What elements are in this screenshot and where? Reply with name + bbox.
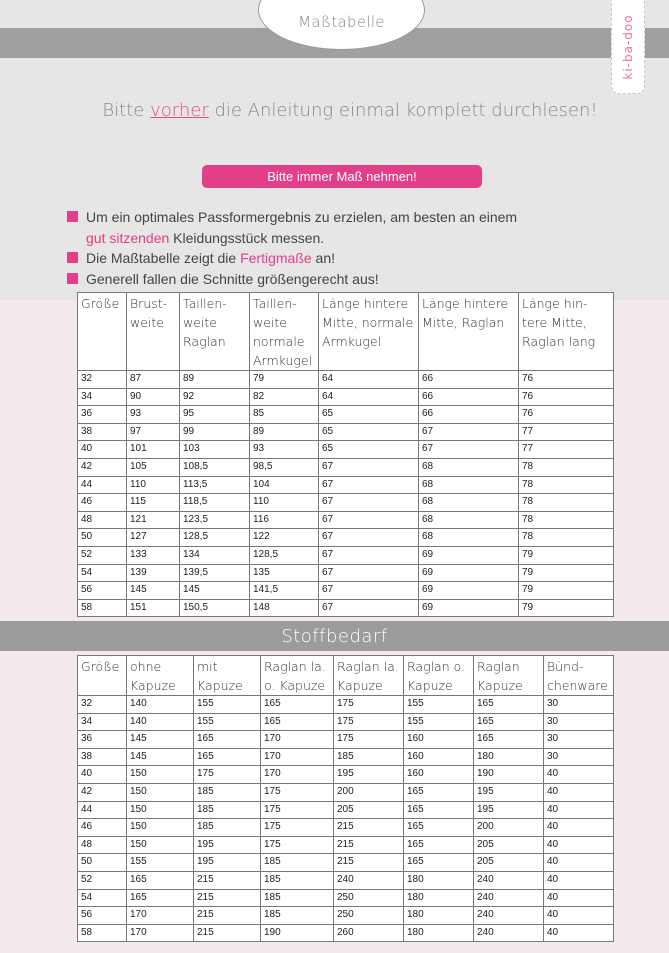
table-cell: 76	[519, 388, 614, 406]
measurement-body	[78, 371, 614, 617]
table-cell: 116	[250, 511, 319, 529]
table-cell: 240	[474, 924, 544, 942]
table-cell: 185	[334, 748, 404, 766]
table-cell: 165	[404, 854, 474, 872]
table-cell: 40	[544, 871, 614, 889]
measurement-table	[77, 292, 614, 617]
table-row	[78, 854, 614, 872]
table-cell: 215	[194, 924, 261, 942]
table-cell: 215	[194, 907, 261, 925]
table-cell: 195	[474, 801, 544, 819]
table-row	[78, 871, 614, 889]
table-cell: 67	[319, 458, 419, 476]
table-cell: 215	[194, 871, 261, 889]
table-cell: 165	[474, 731, 544, 749]
table-cell: 40	[78, 441, 127, 459]
table-cell: 215	[334, 836, 404, 854]
table-cell: 30	[544, 748, 614, 766]
table-cell: 68	[419, 494, 519, 512]
fabric-header-row	[78, 656, 614, 696]
table-cell: 260	[334, 924, 404, 942]
table-cell: 195	[194, 836, 261, 854]
column-header: ohne Kapuze	[127, 656, 194, 696]
table-cell: 85	[250, 406, 319, 424]
table-cell: 48	[78, 511, 127, 529]
table-cell: 170	[127, 924, 194, 942]
table-cell: 40	[544, 766, 614, 784]
table-cell: 40	[544, 836, 614, 854]
table-cell: 69	[419, 599, 519, 617]
table-row	[78, 766, 614, 784]
table-cell: 148	[250, 599, 319, 617]
table-cell: 98,5	[250, 458, 319, 476]
table-cell: 95	[180, 406, 250, 424]
table-cell: 68	[419, 529, 519, 547]
table-cell: 77	[519, 441, 614, 459]
table-cell: 42	[78, 783, 127, 801]
table-cell: 215	[334, 819, 404, 837]
table-row	[78, 582, 614, 600]
table-cell: 155	[194, 713, 261, 731]
table-cell: 82	[250, 388, 319, 406]
section-title: Stoffbedarf	[281, 625, 388, 647]
column-header: mit Kapuze	[194, 656, 261, 696]
table-cell: 40	[544, 889, 614, 907]
table-cell: 67	[319, 546, 419, 564]
bullet-item	[67, 248, 627, 269]
table-row	[78, 599, 614, 617]
table-cell: 165	[194, 748, 261, 766]
table-cell: 141,5	[250, 582, 319, 600]
table-cell: 110	[250, 494, 319, 512]
table-cell: 121	[127, 511, 180, 529]
table-cell: 90	[127, 388, 180, 406]
table-cell: 36	[78, 406, 127, 424]
table-row	[78, 713, 614, 731]
table-cell: 205	[474, 836, 544, 854]
table-cell: 68	[419, 458, 519, 476]
table-cell: 205	[334, 801, 404, 819]
measure-hint-label: Bitte immer Maß nehmen!	[267, 169, 417, 184]
table-cell: 190	[261, 924, 334, 942]
table-cell: 165	[261, 696, 334, 714]
table-cell: 170	[261, 766, 334, 784]
table-cell: 69	[419, 582, 519, 600]
table-cell: 97	[127, 423, 180, 441]
table-cell: 34	[78, 713, 127, 731]
brand-tag	[611, 0, 645, 94]
table-cell: 30	[544, 696, 614, 714]
table-cell: 250	[334, 889, 404, 907]
table-cell: 195	[194, 854, 261, 872]
table-cell: 56	[78, 582, 127, 600]
table-cell: 175	[261, 801, 334, 819]
table-cell: 133	[127, 546, 180, 564]
table-row	[78, 783, 614, 801]
table-cell: 145	[180, 582, 250, 600]
table-cell: 93	[250, 441, 319, 459]
table-cell: 68	[419, 511, 519, 529]
table-cell: 190	[474, 766, 544, 784]
table-cell: 105	[127, 458, 180, 476]
table-cell: 155	[404, 696, 474, 714]
table-cell: 123,5	[180, 511, 250, 529]
section-band	[0, 621, 669, 651]
table-cell: 32	[78, 371, 127, 389]
table-cell: 67	[419, 441, 519, 459]
table-cell: 160	[404, 748, 474, 766]
table-cell: 67	[319, 529, 419, 547]
table-cell: 79	[519, 599, 614, 617]
column-header: Brust-weite	[127, 293, 180, 371]
table-cell: 32	[78, 696, 127, 714]
headline	[0, 100, 669, 121]
table-cell: 77	[519, 423, 614, 441]
table-cell: 42	[78, 458, 127, 476]
table-cell: 185	[194, 819, 261, 837]
table-cell: 79	[519, 546, 614, 564]
table-cell: 200	[474, 819, 544, 837]
table-cell: 200	[334, 783, 404, 801]
table-row	[78, 511, 614, 529]
table-cell: 38	[78, 423, 127, 441]
table-cell: 128,5	[250, 546, 319, 564]
table-row	[78, 924, 614, 942]
table-cell: 175	[334, 713, 404, 731]
table-cell: 79	[519, 582, 614, 600]
table-cell: 185	[261, 854, 334, 872]
table-cell: 48	[78, 836, 127, 854]
table-cell: 165	[404, 783, 474, 801]
table-cell: 240	[474, 889, 544, 907]
table-cell: 54	[78, 889, 127, 907]
bullet-text: an!	[311, 250, 336, 266]
table-cell: 118,5	[180, 494, 250, 512]
fabric-table	[77, 655, 614, 942]
column-header: Raglan la. o. Kapuze	[261, 656, 334, 696]
table-cell: 78	[519, 511, 614, 529]
table-cell: 58	[78, 924, 127, 942]
table-cell: 113,5	[180, 476, 250, 494]
table-cell: 34	[78, 388, 127, 406]
table-cell: 134	[180, 546, 250, 564]
table-cell: 89	[250, 423, 319, 441]
table-cell: 69	[419, 564, 519, 582]
table-cell: 110	[127, 476, 180, 494]
column-header: Länge hin-tere Mitte, Raglan lang	[519, 293, 614, 371]
table-cell: 139	[127, 564, 180, 582]
table-cell: 180	[404, 871, 474, 889]
column-header: Größe	[78, 656, 127, 696]
table-cell: 155	[127, 854, 194, 872]
headline-pre: Bitte	[102, 100, 151, 121]
table-cell: 79	[250, 371, 319, 389]
table-cell: 170	[127, 907, 194, 925]
measure-hint-pill	[202, 165, 482, 188]
table-cell: 67	[319, 582, 419, 600]
table-cell: 65	[319, 441, 419, 459]
table-cell: 165	[127, 889, 194, 907]
table-cell: 89	[180, 371, 250, 389]
table-cell: 64	[319, 371, 419, 389]
table-cell: 69	[419, 546, 519, 564]
table-cell: 185	[194, 783, 261, 801]
table-cell: 99	[180, 423, 250, 441]
table-cell: 104	[250, 476, 319, 494]
table-cell: 150	[127, 766, 194, 784]
table-cell: 40	[544, 783, 614, 801]
table-cell: 170	[261, 731, 334, 749]
table-cell: 145	[127, 731, 194, 749]
fabric-body	[78, 696, 614, 942]
table-cell: 250	[334, 907, 404, 925]
table-cell: 165	[404, 819, 474, 837]
table-cell: 103	[180, 441, 250, 459]
table-cell: 240	[334, 871, 404, 889]
table-cell: 155	[194, 696, 261, 714]
table-cell: 175	[261, 819, 334, 837]
table-cell: 40	[544, 907, 614, 925]
table-cell: 128,5	[180, 529, 250, 547]
table-cell: 240	[474, 871, 544, 889]
table-cell: 195	[474, 783, 544, 801]
table-cell: 56	[78, 907, 127, 925]
table-cell: 40	[544, 801, 614, 819]
column-header: Raglan Kapuze	[474, 656, 544, 696]
bullet-text: Generell fallen die Schnitte größengerecht aus!	[86, 270, 379, 287]
measurement-header-row	[78, 293, 614, 371]
bullet-text: Um ein optimales Passformergebnis zu erzielen, am besten an einem	[86, 209, 518, 225]
table-cell: 44	[78, 801, 127, 819]
table-cell: 67	[319, 511, 419, 529]
table-cell: 185	[261, 907, 334, 925]
table-row	[78, 441, 614, 459]
table-cell: 40	[78, 766, 127, 784]
table-cell: 46	[78, 819, 127, 837]
table-row	[78, 801, 614, 819]
table-cell: 150,5	[180, 599, 250, 617]
table-cell: 127	[127, 529, 180, 547]
table-cell: 180	[474, 748, 544, 766]
table-row	[78, 889, 614, 907]
table-cell: 67	[319, 564, 419, 582]
table-cell: 50	[78, 854, 127, 872]
table-cell: 78	[519, 529, 614, 547]
table-cell: 67	[319, 476, 419, 494]
table-cell: 165	[404, 836, 474, 854]
table-row	[78, 748, 614, 766]
table-cell: 68	[419, 476, 519, 494]
table-cell: 150	[127, 801, 194, 819]
table-cell: 180	[404, 924, 474, 942]
table-cell: 175	[334, 731, 404, 749]
table-cell: 165	[404, 801, 474, 819]
column-header: Taillen-weite Raglan	[180, 293, 250, 371]
table-row	[78, 371, 614, 389]
bullet-highlight: gut sitzenden	[86, 229, 170, 246]
bullet-highlight: Fertigmaße	[240, 250, 312, 266]
bullet-text: Die Maßtabelle zeigt die	[86, 250, 241, 266]
table-row	[78, 836, 614, 854]
table-row	[78, 819, 614, 837]
table-cell: 205	[474, 854, 544, 872]
table-cell: 65	[319, 423, 419, 441]
table-cell: 38	[78, 748, 127, 766]
table-row	[78, 564, 614, 582]
column-header: Länge hintere Mitte, Raglan	[419, 293, 519, 371]
table-cell: 165	[474, 713, 544, 731]
table-row	[78, 907, 614, 925]
table-cell: 165	[194, 731, 261, 749]
table-cell: 185	[261, 871, 334, 889]
table-cell: 64	[319, 388, 419, 406]
table-row	[78, 476, 614, 494]
table-cell: 175	[334, 696, 404, 714]
table-cell: 140	[127, 713, 194, 731]
table-cell: 151	[127, 599, 180, 617]
table-cell: 66	[419, 406, 519, 424]
table-cell: 215	[194, 889, 261, 907]
column-header: Bünd-chenware	[544, 656, 614, 696]
column-header: Raglan o. Kapuze	[404, 656, 474, 696]
table-cell: 44	[78, 476, 127, 494]
table-row	[78, 406, 614, 424]
brand-label: ki-ba-doo	[621, 13, 635, 80]
table-cell: 140	[127, 696, 194, 714]
table-cell: 139,5	[180, 564, 250, 582]
table-cell: 40	[544, 854, 614, 872]
table-cell: 54	[78, 564, 127, 582]
table-cell: 52	[78, 546, 127, 564]
table-cell: 67	[419, 423, 519, 441]
column-header: Taillen-weite normale Armkugel	[250, 293, 319, 371]
table-row	[78, 494, 614, 512]
table-cell: 150	[127, 836, 194, 854]
column-header: Raglan la. Kapuze	[334, 656, 404, 696]
table-cell: 175	[261, 783, 334, 801]
table-cell: 93	[127, 406, 180, 424]
bullet-item	[67, 207, 627, 248]
table-row	[78, 731, 614, 749]
table-cell: 165	[261, 713, 334, 731]
table-cell: 150	[127, 783, 194, 801]
table-cell: 58	[78, 599, 127, 617]
column-header: Größe	[78, 293, 127, 371]
table-cell: 30	[544, 713, 614, 731]
column-header: Länge hintere Mitte, normale Armkugel	[319, 293, 419, 371]
table-cell: 145	[127, 748, 194, 766]
table-cell: 92	[180, 388, 250, 406]
table-cell: 78	[519, 494, 614, 512]
table-cell: 160	[404, 766, 474, 784]
table-cell: 180	[404, 907, 474, 925]
table-row	[78, 696, 614, 714]
table-cell: 108,5	[180, 458, 250, 476]
table-cell: 195	[334, 766, 404, 784]
table-cell: 65	[319, 406, 419, 424]
table-cell: 87	[127, 371, 180, 389]
table-cell: 67	[319, 599, 419, 617]
bullet-text: Kleidungsstück messen.	[169, 229, 325, 246]
table-cell: 50	[78, 529, 127, 547]
table-cell: 160	[404, 731, 474, 749]
table-cell: 155	[404, 713, 474, 731]
table-row	[78, 458, 614, 476]
headline-post: die Anleitung einmal komplett durchlesen!	[208, 100, 598, 121]
bullet-item	[67, 269, 627, 290]
table-cell: 36	[78, 731, 127, 749]
table-cell: 175	[261, 836, 334, 854]
table-cell: 215	[334, 854, 404, 872]
table-cell: 66	[419, 371, 519, 389]
table-cell: 78	[519, 458, 614, 476]
table-row	[78, 529, 614, 547]
table-cell: 115	[127, 494, 180, 512]
table-cell: 145	[127, 582, 180, 600]
table-cell: 40	[544, 924, 614, 942]
table-cell: 30	[544, 731, 614, 749]
table-cell: 66	[419, 388, 519, 406]
table-cell: 165	[127, 871, 194, 889]
table-cell: 185	[194, 801, 261, 819]
table-cell: 122	[250, 529, 319, 547]
table-cell: 135	[250, 564, 319, 582]
table-cell: 67	[319, 494, 419, 512]
table-cell: 180	[404, 889, 474, 907]
table-cell: 79	[519, 564, 614, 582]
table-cell: 78	[519, 476, 614, 494]
table-cell: 240	[474, 907, 544, 925]
table-cell: 76	[519, 406, 614, 424]
headline-emphasis: vorher	[150, 100, 209, 121]
table-cell: 175	[194, 766, 261, 784]
table-cell: 40	[544, 819, 614, 837]
table-cell: 185	[261, 889, 334, 907]
table-row	[78, 423, 614, 441]
table-cell: 150	[127, 819, 194, 837]
table-cell: 101	[127, 441, 180, 459]
page-title: Maßtabelle	[298, 13, 385, 31]
table-cell: 165	[474, 696, 544, 714]
bullet-list	[67, 207, 627, 289]
table-cell: 46	[78, 494, 127, 512]
table-cell: 52	[78, 871, 127, 889]
table-row	[78, 388, 614, 406]
table-cell: 76	[519, 371, 614, 389]
table-row	[78, 546, 614, 564]
table-cell: 170	[261, 748, 334, 766]
